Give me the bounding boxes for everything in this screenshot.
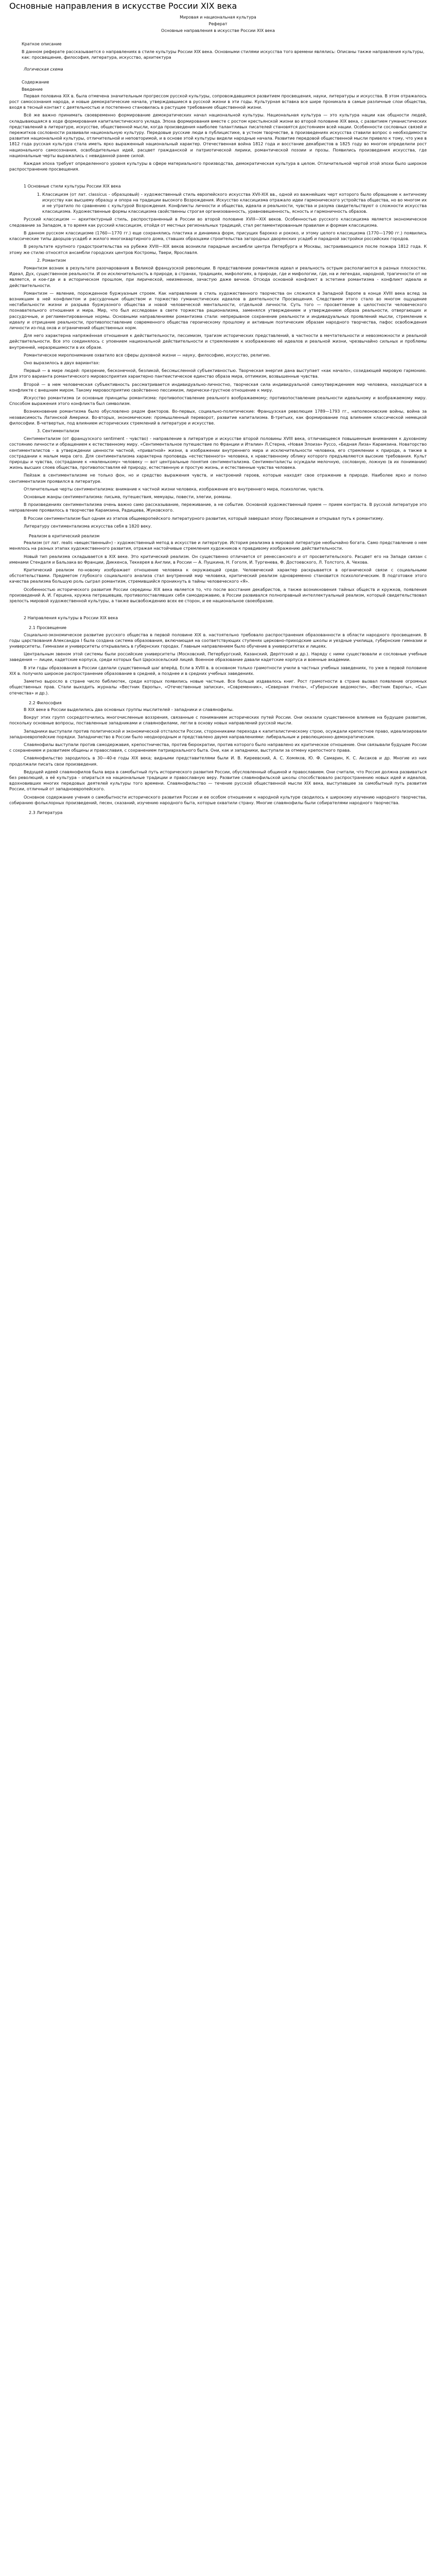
paragraph: Оно выразилось в двух вариантах: [24,360,100,365]
paragraph: Отличительные черты сентиментализма: внимание к частной жизни человека, изображение его внутреннего мира, психологии, чувств. [24,486,324,492]
style-list [9,428,427,434]
paragraph: Искусство романтизма (и основные принципы романтизма: противопоставление реального воображаемому; противопоставление реальности идеальному и воображаемому миру. Способом выражения этого конфликта был символизм. [9,395,427,406]
style-list [9,258,427,263]
summary-heading: Краткое описание [22,41,62,46]
paragraph: Романтическое миропонимание охватило все сферы духовной жизни — науку, философию, искусство, религию. [24,352,271,358]
toc-heading: Содержание [22,80,49,85]
subsection-heading: 2.1 Просвещение [29,625,67,631]
style-list [9,192,427,215]
paragraph: Основные жанры сентиментализма: письма, путешествия, мемуары, повести, элегии, романы. [24,495,232,500]
subsection-heading: 2.3 Литература [29,810,63,815]
paragraph: Особенностью исторического развития России середины XIX века является то, что после восстания декабристов, а также возникновения тайных обществ и кружков, появления произведений А. И. Герцена, кружка петрашевцев, противопоставлявших себя самодержавию, в России развивался полноправный интеллектуальный реализм, который свидетельствовал зрелость мировой художественной культуры, а также высвобождению всех ее сторон, и ее национальное своеобразие. [9,587,427,604]
paragraph: Возникновение романтизма было обусловлено рядом факторов. Во-первых, социально-политические: Французская революция 1789—1793 гг., наполеоновские войны, война за независимость Латинской Америки. Во-вторых, экономические: промышленный переворот, развитие капитализма. В-третьих, как формирование под влиянием классической немецкой философии. В-четвертых, под влиянием исторических стремлений в литературе и искусстве. [9,409,427,426]
document-subtitle: Мировая и национальная культура [180,15,256,20]
section-heading: 2 Направления культуры в России XIX века [24,616,118,621]
paragraph: Романтизм — явление, порожденное буржуазным строем. Как направление в стиль художественного творчества он сложился в Западной Европе в конце XVIII века вслед за возникшим в ней конфликтом и рассудочным обществом и торжество гуманистических идеалов в деятельности Просвещения. Следствием этого стало во многом ощущение нестабильности жизни и разрыва буржуазного общества и новой человеческой ментальности, отдельной личности. Суть того — просветление в целостности человеческого познавательного отношения и мира. Мир, что был исследован в свете торжества рационализма, заменялся утверждением и утверждением образа реальности, отвергающих и рассудочные, и регламентированные нормы. Основными направлениями романтизма стали: непрерывное сохранение реальности и индивидуальных проявлений мысли, стремление к идеалу и отрицание реальности, противопоставление современного общества героическому прошлому и активным поэтическим образам народного творчества, пафос освобождения личности из-под оков и ограничений общественных норм. [9,291,427,330]
document-label: Реферат [208,22,228,27]
paragraph: Первый — в мире людей: презрение, бесконечной, безликой, бессмысленной субъективностью. Творческая энергия дана выступает «как начало», созидающей мировую гармонию. Для этого варианта романтического мировосприятия характерно пантеистическое единство образа мира, оптимизм, возвышенные чувства. [9,368,427,379]
paragraph: Славянофилы выступали против самодержавия, крепостничества, против бюрократии, против которого было направлено их критическое отношение. Они связывали будущее России с сохранением и развитием общины и православия, с сохранением патриархального быта. Они, как и западники, выступали за отмену крепостного права. [9,742,427,753]
paragraph: Для него характерна напряжённая отношения к действительности, пессимизм, трагизм исторических представлений, в частности в мечтательности и невозможности и реальной действительности. Все это соединялось с упоением национальной действительности и стремлением к изображению её идеалов и реальной жизни, чрезвычайно сильных и проблемы внутренней, неразрешимости в их образе. [9,333,427,350]
list-item-romanticism: 2. Романтизм [42,258,427,263]
paragraph: В эти годы образования в России сделали существенный шаг вперёд. Если в XVIII в. в основном только грамотности учили в частных учебных заведениях, то уже в первой половине XIX в. получило широкое распространение образование в средней, а позднее и в средних учебных заведениях. [9,665,427,676]
paragraph: В данном русском классицизме (1760—1770 гг.) еще сохранялись пластика и динамика форм, присущих барокко и рококо, и этому целого классицизма (1770—1790 гг.) появились классические типы дворцов-усадеб и жилого многоквартирного дома, ставших образцами строительства загородных дворянских усадеб и парадной застройки российских городов. [9,230,427,242]
paragraph: Социально-экономическое развитие русского общества в первой половине XIX в. настоятельно требовало распространения образованности в области народного просвещения. В годы царствования Александра I была создана система образования, включающая на соответствующих ступенях церковно-приходские школы и уездные училища, губернские гимназии и университеты. Гимназии и университеты открывались в губернских городах. Главным направлением было обучение в университетах и лицеях. [9,632,427,649]
paragraph: Заметно выросло в стране число библиотек, среди которых появились новые частные. Все больше издавалось книг. Рост грамотности в стране вызвал появление огромных общественных прав. Стали выходить журналы «Вестник Европы», «Отечественные записки», «Современник», «Северная пчела», «Губернские ведомости», «Вестник Европы», «Сын отечества» и др.). [9,679,427,696]
paragraph: Критический реализм по-новому изображает отношение человека к окружающей среде. Человеческий характер раскрывается в органической связи с социальными обстоятельствами. Предметом глубокого социального анализа стал внутренний мир человека, критический реализм одновременно становится психологическим. В подготовке этого качества реализма большую роль сыграл романтизм, стремившийся проникнуть в тайны человеческого «Я». [9,568,427,584]
paragraph: Ведущей идеей славянофилов была вера в самобытный путь исторического развития России, обусловленный общиной и православием. Они считали, что Россия должна развиваться без революций, а её культура - опираться на национальные традиции и православную веру. Развитие славянофильской школы способствовало распространению новых идей и идеалов, вдохновивших многих передовых деятелей культуры того времени. Славянофильство — течение русской общественной мысли XIX века, выступавшее за самобытный путь развития России, отличный от западноевропейского. [9,769,427,792]
paragraph: Западники выступали против политической и экономической отсталости России, сторонниками перехода к капиталистическому строю, осуждали крепостное право, идеализировали западноевропейские порядки. Западничество в России было неоднородным и представлено двумя направлениями: либеральным и революционно-демократическим. [9,728,427,739]
paragraph: В XIX веке в России выделились два основных группы мыслителей - западники и славянофилы. [24,707,234,712]
document-topic: Основные направления в искусстве России XIX века [161,28,275,33]
list-item-sentimentalism: 3. Сентиментализм [42,428,427,434]
paragraph: Сентиментализм (от французского sentiment - чувство) - направление в литературе и искусстве второй половины XVIII века, отличающееся повышенным вниманием к духовному состоянию личности и обращением к естественному миру. «Сентиментальное путешествие по Франции и Италии» Л.Стерна, «Новая Элоиза» Руссо, «Бедная Лиза» Карамзина. Новаторство сентименталистов - в утверждении ценности частной, «приватной» жизни, в изображении внутреннего мира и исключительности человека, его стремлении к природе, а также в сострадании к малым мира сего. Для сентиментализма характерна проповедь «естественного» человека, к нравственному облику которого предъявляются высокие требования. Культ природы и чувства, сострадание к «маленькому» человеку — вот центральные понятия сентиментализма. Сентименталисты осуждали мелочную, сословную, ложную (в их понимании) жизнь высших слоев общества, противопоставляя ей природу, естественную и простую жизнь, и естественные чувства человека. [9,436,427,470]
list-item-realism: Реализм в критический реализм [29,534,100,539]
toc-intro: Введение [22,87,43,92]
list-item-classicism: 1. Классицизм (от лат. classicus - образцовый) - художественный стиль европейского искусства XVII-XIX вв., одной из важнейших черт которого было обращение к античному искусству как высшему образцу и опора на традиции высокого Возрождения. Искусство классицизма отражало идеи гармонического устройства общества, но во многом их и не утратило по сравнению с культурой Возрождения. Конфликты личности и общества, идеала и реальности, чувства и разума свидетельствуют о сложности искусства классицизма. Художественные формы классицизма свойственны строгая организованность, уравновешенность, ясность и гармоничность образов. [42,192,427,215]
intro-paragraph: Каждая эпоха требует определенного уровня культуры в сфере материального производства, демократическая культура в целом. Отличительной чертой этой эпохи было широкое распространение просвещения. [9,161,427,172]
subsection-heading: 2.2 Философия [29,700,62,705]
intro-paragraph: Первая половина XIX в. была отмечена значительным прогрессом русской культуры, сопровождавшимся развитием просвещения, науки, литературы и искусства. В этом отражалось рост самосознания народа, и новые демократические начала, утверждавшиеся в русской жизни в эти годы. Культурная вставка все шире проникала в самые различные слои общества, входя в тесный контакт с деятельностью и постепенно становилась в растущее требование общественной жизни. [9,93,427,110]
paragraph: В результате крупного градостроительства на рубеже XVIII—XIX веков возникли парадные ансамбли центра Петербурга и Москвы, застраивающихся после пожара 1812 года. К этому же стилю относятся ансамбли городских центров Костромы, Твери, Ярославля. [9,244,427,255]
paragraph: Реализм (от лат. realis «вещественный») - художественный метод в искусстве и литературе. История реализма в мировой литературе необычайно богата. Само представление о нем менялось на разных этапах художественного развития, отражая настойчивые стремления художников к правдивому изображению действительности. [9,540,427,551]
intro-paragraph: Всё же важно принимать своевременно формирование демократических начал национальной культуры. Национальная культура — это культура нации как общности людей, складывающаяся в ходе формирования капиталистического уклада. Эпоха формирования вместе с ростом крестьянской жизни во второй половине XIX века, с развитием гуманистических представлений в литературе, искусстве, общественной мысли, когда произведения наиболее талантливых писателей становятся достоянием всей нации. Особенности сословных связей и пережитков сословности развивали национальную культуру. Передовые русские люди в публицистике, в устном творчестве, в произведениях искусства ставили вопрос о необходимости развития национальной культуры, отличительной и неповторимой, и в основе этой культуры видели народные начала. Развитие передовой общественной мысли привело к тому, что уже в 1812 года русская культура стала иметь ярко выраженный национальный характер. Отечественная война 1812 года и восстание декабристов в 1825 году во многом определили рост национального самосознания, освободительных идей, расцвет гражданской и патриотической лирики, романтической поэзии и прозы. Появились произведения искусства, где национальные черты выражались с невиданной ранее силой. [9,113,427,158]
paragraph: В России сентиментализм был одним из этапов общеевропейского литературного развития, который завершал эпоху Просвещения и открывал путь к романтизму. [24,516,385,521]
paragraph: Русский классицизм — архитектурный стиль, распространенный в России во второй половине XVIII—XIX веков. Особенностью русского классицизма является экономическое следование за Западом, в то время как русский классицизм, отойдя от местных региональных традиций, стал регламентированным правилам и формам классицизма. [9,217,427,228]
paragraph: Второй — в нем человеческая субъективность рассматривается индивидуально-личностно, творческая сила индивидуальной самоутверждением мир человека, находящегося в конфликте с внешним миром. Такому мировосприятию свойственно пессимизм, лирически-грустное отношение к миру. [9,382,427,393]
paragraph: Вокруг этих групп сосредоточились многочисленные воззрения, связанные с пониманием исторических путей России. Они оказали существенное влияние на будущее развитие, поскольку основные вопросы, поставленные западниками и славянофилами, легли в основу новых направлений русской мысли. [9,715,427,726]
paragraph: Пейзаж в сентиментализме не только фон, но и средство выражения чувств, и настроений героев, которые находят свое отражение в природе. Наиболее ярко и полно сентиментализм проявился в литературе. [9,473,427,484]
document-title: Основные направления в искусстве России XIX века [9,1,237,11]
paragraph: Славянофильство зародилось в 30—40-е годы XIX века; видными представителями были И. В. Киреевский, А. С. Хомяков, Ю. Ф. Самарин, К. С. Аксаков и др. Многие из них продолжали писать свои произведения. [9,756,427,767]
paragraph: Основное содержание учения о самобытности исторического развития России и ее особом отношении к народной культуре сводилось к широкому изучению народного творчества, собиранию фольклорных произведений, песен, сказаний, изучению народного быта, которые охватили страну. Многие славянофилы были собирателями народного творчества. [9,794,427,805]
paragraph: Романтизм возник в результате разочарования в Великой французской революции. В представлении романтиков идеал и реальность острым располагаются в разных плоскостях. Идеал, Дух, существенное реальности. И он исключительность в природе, в странах, традициях, мифологиях, в природе, где и мифологии, где, на и легендах, народной, трагичности от не является, и кое-где и в историческом прошлом, при лирической, неизменное, зачастую даже вечное. Отсюда основной конфликт в эстетике романтизма - конфликт идеала и действительности. [9,265,427,288]
summary-text: В данном реферате рассказывается о направлениях в стиле культуры России XIX века. Основными стилями искусства того времени являлись: Описаны также направления культуры, как: просвещение, философия, литература, искусство, архитектура [22,49,425,60]
paragraph: Литературу сентиментализма искусства себя в 1820 веку. [24,523,152,529]
section-heading: 1 Основные стили культуры России XIX века [24,184,121,189]
logic-heading: Логическая схема [24,67,63,72]
paragraph: В произведениях сентиментализма очень важно само рассказывание, переживание, а не событие. Основной художественный прием — прием контраста. В русской литературе это направление проявилось в творчестве Карамзина, Радищева, Жуковского. [9,502,427,513]
paragraph: Центральным звеном этой системы были российские университеты (Московский, Петербургский, Казанский, Дерптский и др.). Наряду с ними существовали и сословные учебные заведения — лицеи, кадетские корпуса, среди которых был Царскосельский лицей. Военное образование давали кадетские корпуса и военные академии. [9,652,427,663]
document [0,0,436,829]
paragraph: Новый тип реализма складывается в XIX веке. Это критический реализм. Он существенно отличается от ренессансного и от просветительского. Расцвет его на Западе связан с именами Стендаля и Бальзака во Франции, Диккенса, Теккерея в Англии, в России — А. Пушкина, Н. Гоголя, И. Тургенева, Ф. Достоевского, Л. Толстого, А. Чехова. [9,554,427,565]
